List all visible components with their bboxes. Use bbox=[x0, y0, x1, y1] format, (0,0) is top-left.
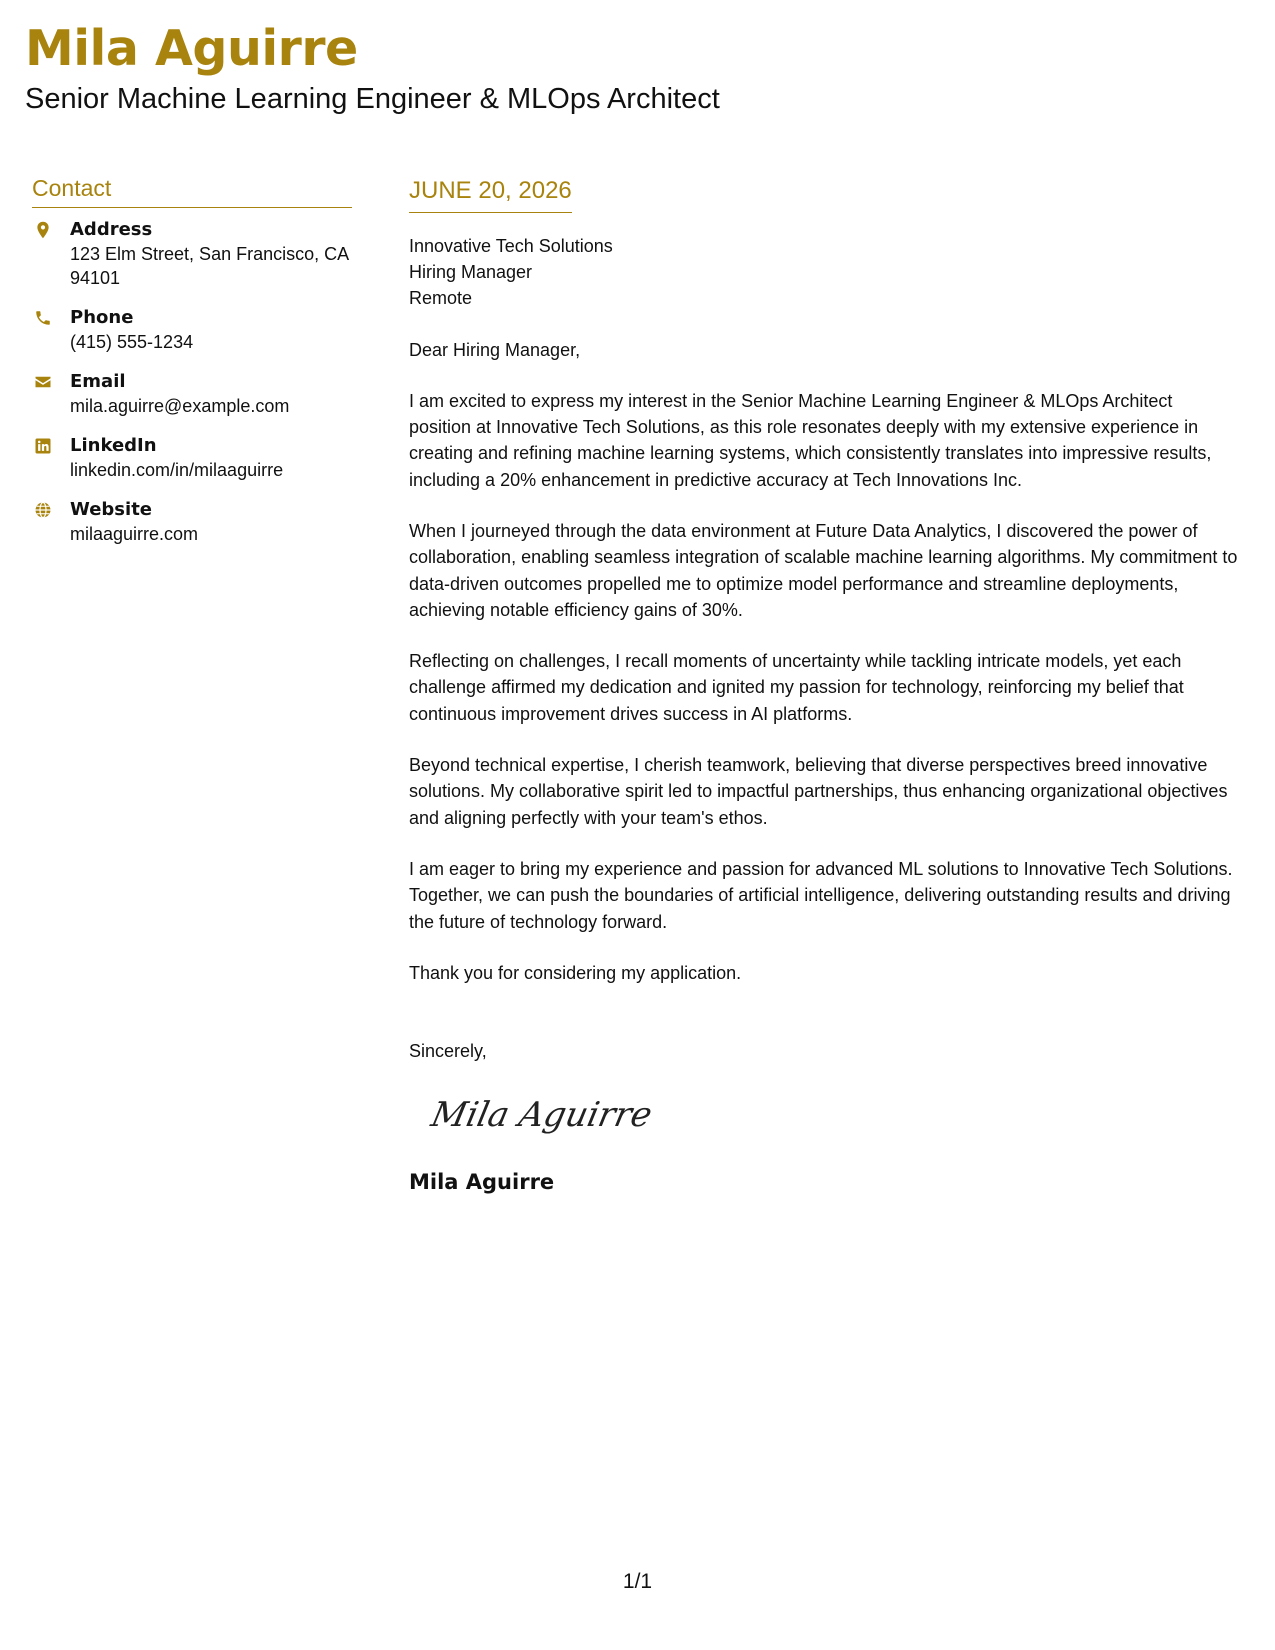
letter-date: JUNE 20, 2026 bbox=[409, 177, 572, 213]
contact-label: Email bbox=[70, 370, 126, 392]
website-value: milaaguirre.com bbox=[70, 523, 199, 544]
contact-label: LinkedIn bbox=[70, 434, 157, 456]
candidate-name: Mila Aguirre bbox=[25, 20, 358, 77]
contact-item-email bbox=[32, 370, 352, 418]
envelope-icon bbox=[34, 373, 52, 391]
signature-image bbox=[425, 1082, 685, 1144]
paragraph: I am eager to bring my experience and passion for advanced ML solutions to Innovative Tech Solutions. Together, we can push the boundaries of artificial intelligence, delivering outstanding results and driving the future of technology forward. bbox=[409, 858, 1233, 932]
contact-heading: Contact bbox=[32, 175, 352, 208]
recipient-company: Innovative Tech Solutions bbox=[409, 235, 613, 256]
contact-label: Website bbox=[70, 498, 153, 520]
letter-body bbox=[409, 177, 1239, 1195]
handwritten-signature bbox=[425, 1082, 1239, 1144]
recipient-location: Remote bbox=[409, 287, 473, 308]
paragraph: When I journeyed through the data environment at Future Data Analytics, I discovered the power of collaboration, enabling seamless integration of scalable machine learning algorithms. My commitment to data-driven outcomes propelled me to optimize model performance and streamline deployments, achieving notable efficiency gains of 30%. bbox=[409, 520, 1238, 620]
paragraph: Thank you for considering my application. bbox=[409, 962, 742, 983]
globe-icon bbox=[34, 501, 52, 519]
paragraph: Reflecting on challenges, I recall moments of uncertainty while tackling intricate models, yet each challenge affirmed my dedication and ignited my passion for technology, reinforcing my belief that continuous improvement drives success in AI platforms. bbox=[409, 651, 1184, 724]
recipient-contact: Hiring Manager bbox=[409, 261, 533, 282]
signature-text: Mila Aguirre bbox=[427, 1095, 656, 1136]
email-value: mila.aguirre@example.com bbox=[70, 395, 290, 416]
contact-sidebar bbox=[32, 175, 352, 562]
signer-name: Mila Aguirre bbox=[409, 1170, 555, 1195]
contact-label: Address bbox=[70, 218, 153, 240]
contact-label: Phone bbox=[70, 306, 134, 328]
job-title: Senior Machine Learning Engineer & MLOps Architect bbox=[25, 83, 720, 115]
recipient-block bbox=[409, 233, 1239, 311]
page-number: 1/1 bbox=[622, 1570, 653, 1593]
paragraph: I am excited to express my interest in the Senior Machine Learning Engineer & MLOps Architect position at Innovative Tech Solutions, as this role resonates deeply with my extensive experience in creating and refining machine learning systems, which consistently translates into impressive results, including a 20% enhancement in predictive accuracy at Tech Innovations Inc. bbox=[409, 390, 1212, 490]
contact-item-address bbox=[32, 218, 352, 290]
map-pin-icon bbox=[34, 221, 52, 239]
address-value: 123 Elm Street, San Francisco, CA 94101 bbox=[70, 243, 349, 288]
phone-value: (415) 555-1234 bbox=[70, 331, 194, 352]
paragraph: Beyond technical expertise, I cherish teamwork, believing that diverse perspectives breed innovative solutions. My collaborative spirit led to impactful partnerships, thus enhancing organizational objectives and aligning perfectly with your team's ethos. bbox=[409, 755, 1228, 828]
closing: Sincerely, bbox=[409, 1041, 487, 1062]
linkedin-icon bbox=[34, 437, 52, 455]
contact-item-linkedin bbox=[32, 434, 352, 482]
linkedin-value: linkedin.com/in/milaaguirre bbox=[70, 459, 284, 480]
contact-item-website bbox=[32, 498, 352, 546]
salutation: Dear Hiring Manager, bbox=[409, 339, 581, 360]
contact-item-phone bbox=[32, 306, 352, 354]
phone-icon bbox=[34, 309, 52, 327]
